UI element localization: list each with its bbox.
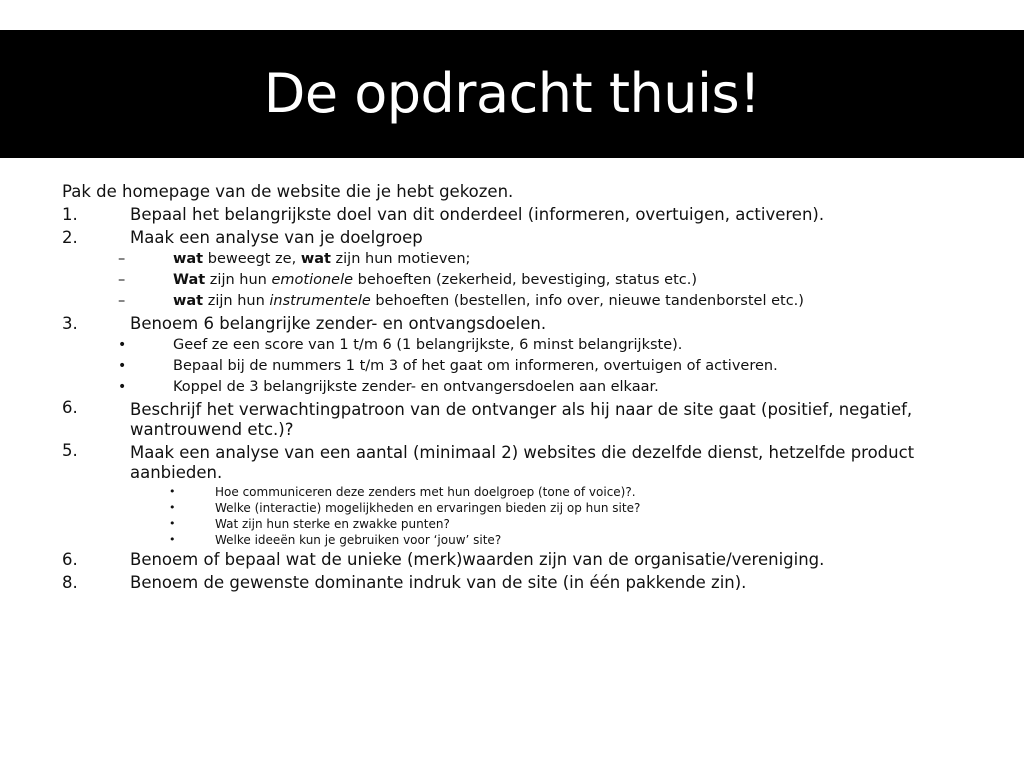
sub-item-text: Geef ze een score van 1 t/m 6 (1 belangrijkste, 6 minst belangrijkste).: [173, 337, 683, 353]
list-number: 1.: [62, 205, 78, 224]
list-number: 8.: [62, 573, 78, 592]
sub-item-text: behoeften (bestellen, info over, nieuwe tandenborstel etc.): [370, 293, 804, 309]
slide-body: [62, 180, 982, 594]
emphasis-text: wat: [300, 251, 331, 267]
sub-item-text: Koppel de 3 belangrijkste zender- en ontvangersdoelen aan elkaar.: [173, 379, 659, 395]
emphasis-text: wat: [173, 293, 204, 309]
bullet-marker: •: [169, 485, 176, 498]
intro-text: Pak de homepage van de website die je hebt gekozen.: [62, 182, 514, 201]
list-item-text: Benoem de gewenste dominante indruk van de site (in één pakkende zin).: [130, 573, 747, 592]
list-number: 6.: [62, 398, 78, 417]
sub-item-text: zijn hun: [203, 293, 270, 309]
dash-marker: –: [118, 272, 126, 288]
list-item-text: Maak een analyse van een aantal (minimaal 2) websites die dezelfde dienst, hetzelfde product aanbieden.: [130, 443, 915, 482]
sub-item-text: Bepaal bij de nummers 1 t/m 3 of het gaat om informeren, overtuigen of activeren.: [173, 358, 778, 374]
bullet-marker: •: [169, 517, 176, 530]
sub-sub-item: [62, 516, 982, 532]
bullet-marker: •: [118, 379, 127, 395]
sub-item: [62, 270, 982, 291]
sub-item-text: Hoe communiceren deze zenders met hun doelgroep (tone of voice)?.: [215, 485, 636, 499]
bullet-marker: •: [118, 358, 127, 374]
list-item-1: [62, 203, 982, 226]
emphasis-text: Wat: [173, 272, 206, 288]
sub-sub-item: [62, 484, 982, 500]
sub-item-text: Welke ideeën kun je gebruiken voor ‘jouw’ site?: [215, 533, 502, 547]
bullet-marker: •: [169, 533, 176, 546]
list-item-text: Bepaal het belangrijkste doel van dit onderdeel (informeren, overtuigen, activeren).: [130, 205, 825, 224]
sub-item-text: zijn hun motieven;: [330, 251, 471, 267]
list-item-2: [62, 226, 982, 249]
emphasis-text: wat: [173, 251, 204, 267]
slide-title: De opdracht thuis!: [263, 62, 761, 125]
dash-marker: –: [118, 251, 126, 267]
list-number: 6.: [62, 550, 78, 569]
sub-item: [62, 377, 982, 398]
list-item-7: [62, 571, 982, 594]
list-number: 2.: [62, 228, 78, 247]
list-item-6: [62, 548, 982, 571]
bullet-marker: •: [169, 501, 176, 514]
sub-item: [62, 291, 982, 312]
dash-marker: –: [118, 293, 126, 309]
list-number: 3.: [62, 314, 78, 333]
sub-item-text: Wat zijn hun sterke en zwakke punten?: [215, 517, 450, 531]
list-item-text: Maak een analyse van je doelgroep: [130, 228, 423, 247]
list-item-text: Benoem of bepaal wat de unieke (merk)waarden zijn van de organisatie/vereniging.: [130, 550, 825, 569]
sub-item-text: beweegt ze,: [203, 251, 301, 267]
list-item-4: [62, 398, 982, 441]
sub-item: [62, 335, 982, 356]
list-item-5: [62, 441, 982, 484]
sub-item-text: behoeften (zekerheid, bevestiging, status etc.): [353, 272, 698, 288]
sub-sub-item: [62, 500, 982, 516]
list-item-text: Beschrijf het verwachtingpatroon van de ontvanger als hij naar de site gaat (positief, negatief, wantrouwend etc.)?: [130, 400, 913, 439]
list-number: 5.: [62, 441, 78, 460]
bullet-marker: •: [118, 337, 127, 353]
sub-sub-item: [62, 532, 982, 548]
sub-item: [62, 356, 982, 377]
list-item-text: Benoem 6 belangrijke zender- en ontvangsdoelen.: [130, 314, 547, 333]
list-item-3: [62, 312, 982, 335]
sub-item: [62, 249, 982, 270]
sub-item-text: Welke (interactie) mogelijkheden en ervaringen bieden zij op hun site?: [215, 501, 641, 515]
italic-text: emotionele: [271, 272, 354, 288]
sub-item-text: zijn hun: [205, 272, 272, 288]
italic-text: instrumentele: [269, 293, 371, 309]
